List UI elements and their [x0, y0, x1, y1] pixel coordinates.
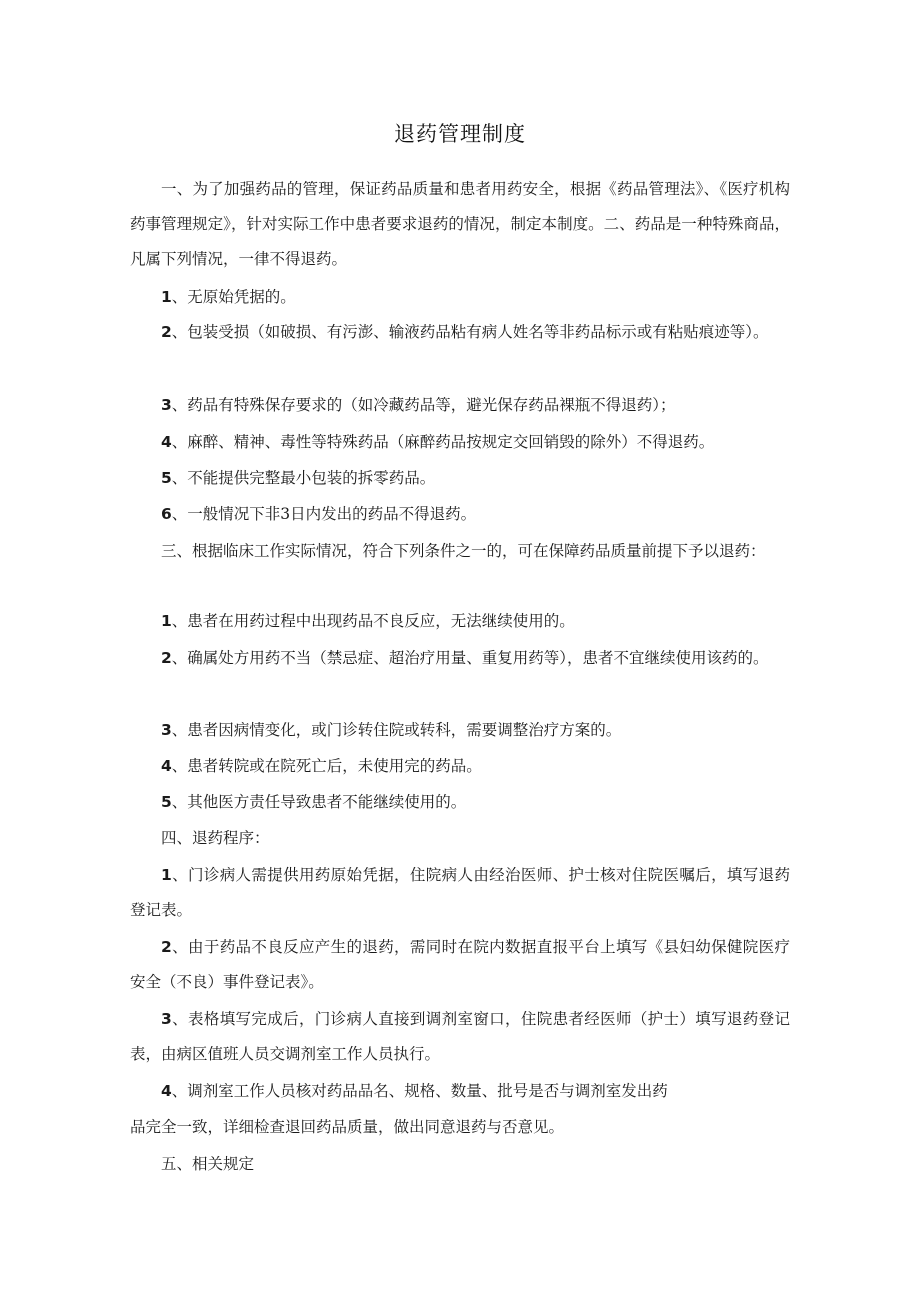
item-number: 4 — [161, 1082, 172, 1100]
list-item — [130, 388, 790, 423]
list-item — [130, 425, 790, 460]
list-item — [130, 497, 790, 532]
item-text: 、包装受损（如破损、有污澎、输液药品粘有病人姓名等非药品标示或有粘贴痕迹等）。 — [171, 323, 769, 341]
list-item — [130, 315, 790, 350]
list-item — [130, 1074, 790, 1109]
list-item — [130, 604, 790, 639]
paragraph-text: 三、根据临床工作实际情况，符合下列条件之一的，可在保障药品质量前提下予以退药： — [161, 542, 766, 560]
item-number: 4 — [161, 757, 172, 775]
paragraph-continuation — [130, 1110, 790, 1145]
item-text: 、无原始凭据的。 — [171, 288, 296, 306]
paragraph-text: 五、相关规定 — [161, 1155, 255, 1173]
item-text: 、患者转院或在院死亡后，未使用完的药品。 — [171, 757, 482, 775]
item-text: 、患者因病情变化，或门诊转住院或转科，需要调整治疗方案的。 — [171, 721, 622, 739]
list-item — [130, 930, 790, 1000]
item-number: 1 — [161, 288, 172, 306]
item-number: 2 — [161, 938, 172, 956]
item-text: 、调剂室工作人员核对药品品名、规格、数量、批号是否与调剂室发出药 — [171, 1082, 668, 1100]
list-item — [130, 461, 790, 496]
item-text: 、不能提供完整最小包装的拆零药品。 — [171, 469, 436, 487]
paragraph-text: 四、退药程序： — [161, 829, 270, 847]
item-text: 、门诊病人需提供用药原始凭据，住院病人由经治医师、护士核对住院医嘱后，填写退药登记表。 — [130, 866, 790, 919]
item-number: 3 — [161, 396, 172, 414]
list-item — [130, 785, 790, 820]
item-text: 、麻醉、精神、毒性等特殊药品（麻醉药品按规定交回销毁的除外）不得退药。 — [171, 433, 715, 451]
item-number: 2 — [161, 323, 172, 341]
item-number: 2 — [161, 649, 172, 667]
document-title: 退药管理制度 — [394, 122, 526, 146]
item-number: 3 — [161, 721, 172, 739]
item-number: 5 — [161, 793, 172, 811]
item-text: 、其他医方责任导致患者不能继续使用的。 — [171, 793, 467, 811]
paragraph-text: 品完全一致，详细检查退回药品质量，做出同意退药与否意见。 — [130, 1118, 565, 1136]
list-item — [130, 858, 790, 928]
item-text: 、表格填写完成后，门诊病人直接到调剂室窗口，住院患者经医师（护士）填写退药登记表，由病区值班人员交调剂室工作人员执行。 — [130, 1010, 790, 1063]
item-number: 1 — [161, 612, 172, 630]
item-text: 、由于药品不良反应产生的退药，需同时在院内数据直报平台上填写《县妇幼保健院医疗安全（不良）事件登记表》。 — [130, 938, 790, 991]
list-item — [130, 713, 790, 748]
item-number: 1 — [161, 866, 172, 884]
item-text: 、药品有特殊保存要求的（如冷藏药品等，避光保存药品裸瓶不得退药）； — [171, 396, 676, 414]
item-number: 5 — [161, 469, 172, 487]
item-number: 6 — [161, 505, 172, 523]
list-item — [130, 749, 790, 784]
paragraph-text: 一、为了加强药品的管理，保证药品质量和患者用药安全，根据《药品管理法》、《医疗机构药事管理规定》，针对实际工作中患者要求退药的情况，制定本制度。二、药品是一种特殊商品，凡属下列情况，一律不得退药。 — [130, 180, 790, 268]
item-text: 、确属处方用药不当（禁忌症、超治疗用量、重复用药等），患者不宜继续使用该药的。 — [171, 649, 769, 667]
section-heading-three — [130, 534, 790, 569]
section-heading-four — [130, 821, 790, 856]
item-text: 、一般情况下非3日内发出的药品不得退药。 — [171, 505, 477, 523]
item-number: 4 — [161, 433, 172, 451]
list-item — [130, 280, 790, 315]
section-heading-five — [130, 1147, 790, 1182]
item-number: 3 — [161, 1010, 172, 1028]
list-item — [130, 1002, 790, 1072]
list-item — [130, 641, 790, 676]
item-text: 、患者在用药过程中出现药品不良反应，无法继续使用的。 — [171, 612, 575, 630]
paragraph-intro — [130, 172, 790, 277]
